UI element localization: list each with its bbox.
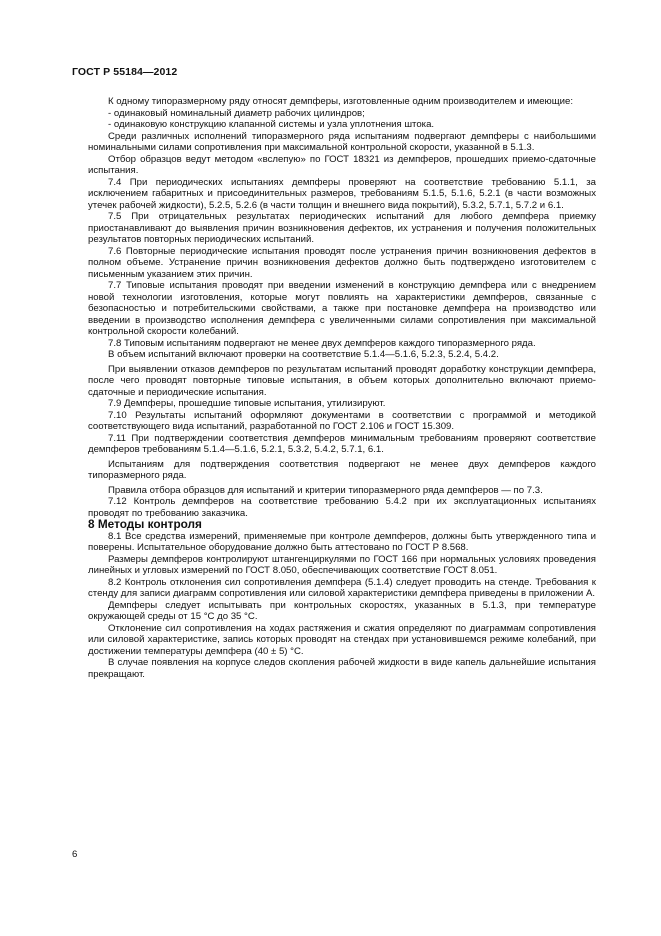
paragraph: Испытаниям для подтверждения соответствия подвергают не менее двух демпферов каждого типоразмерного ряда. xyxy=(88,458,596,481)
clause-7-7: 7.7 Типовые испытания проводят при введении изменений в конструкцию демпфера или с внедрением новой технологии изготовления, которые могут повлиять на характеристики демпферов, связанные с безопасностью и потребительскими свойствами, а также при постановке демпфера на производство или введении в производство исполнения демпфера с увеличенными силами сопротивления при максимальной контрольной скорости колебаний. xyxy=(88,280,596,337)
clause-7-9: 7.9 Демпферы, прошедшие типовые испытания, утилизируют. xyxy=(108,398,386,409)
clause-7-12: 7.12 Контроль демпферов на соответствие требованию 5.4.2 при их эксплуатационных испытаниях проводят по требованию заказчика. xyxy=(88,496,596,519)
list-item: - одинаковую конструкцию клапанной системы и узла уплотнения штока. xyxy=(108,119,435,130)
clause-7-4: 7.4 При периодических испытаниях демпферы проверяют на соответствие требованию 5.1.1, за исключением габаритных и присоединительных размеров, требованиям 5.1.5, 5.1.6, 5.2.1 (в части возможных утечек рабочей жидкости), 5.2.5, 5.2.6 (в части толщин и внешнего вида покрытий), 5.3.2, 5.7.1, 5.7.2 и 6.1. xyxy=(88,176,596,211)
paragraph: Размеры демпферов контролируют штангенциркулями по ГОСТ 166 при нормальных условиях проведения линейных и угловых измерений по ГОСТ 8.050, обеспечивающих соответствие ГОСТ 8.051. xyxy=(88,553,596,576)
paragraph: Демпферы следует испытывать при контрольных скоростях, указанных в 5.1.3, при температуре окружающей среды от 15 °С до 35 °С. xyxy=(88,599,596,622)
paragraph: Отбор образцов ведут методом «вслепую» по ГОСТ 18321 из демпферов, прошедших приемо-сдаточные испытания. xyxy=(88,153,596,176)
paragraph: К одному типоразмерному ряду относят демпферы, изготовленные одним производителем и имеющие: xyxy=(108,96,573,107)
paragraph: В случае появления на корпусе следов скопления рабочей жидкости в виде капель дальнейшие испытания прекращают. xyxy=(88,657,596,680)
document-body xyxy=(88,96,596,680)
paragraph: Правила отбора образцов для испытаний и критерии типоразмерного ряда демпферов — по 7.3. xyxy=(108,484,543,496)
paragraph: Среди различных исполнений типоразмерного ряда испытаниям подвергают демпферы с наибольшими номинальными силами сопротивления при максимальной контрольной скорости, указанной в 5.1.3. xyxy=(88,130,596,153)
clause-7-5: 7.5 При отрицательных результатах периодических испытаний для любого демпфера приемку приостанавливают до выявления причин возникновения дефектов, их устранения и получения положительных результатов повторных периодических испытаний. xyxy=(88,211,596,245)
clause-7-6: 7.6 Повторные периодические испытания проводят после устранения причин возникновения дефектов в полном объеме. Устранение причин возникновения дефектов должно быть подтверждено изготовителем с письменным указанием этих причин. xyxy=(88,245,596,280)
clause-7-10: 7.10 Результаты испытаний оформляют документами в соответствии с программой и методикой соответствующего вида испытаний, разработанной по ГОСТ 2.106 и ГОСТ 15.309. xyxy=(88,409,596,432)
clause-7-8: 7.8 Типовым испытаниям подвергают не менее двух демпферов каждого типоразмерного ряда. xyxy=(108,337,536,349)
page-number: 6 xyxy=(72,849,78,860)
clause-7-11: 7.11 При подтверждении соответствия демпферов минимальным требованиям проверяют соответствие демпферов требованиям 5.1.4—5.1.6, 5.2.1, 5.3.2, 5.4.2, 5.7.1, 6.1. xyxy=(88,432,596,455)
section-8-title: 8 Методы контроля xyxy=(88,517,202,531)
clause-8-2: 8.2 Контроль отклонения сил сопротивления демпфера (5.1.4) следует проводить на стенде. Требования к стенду для записи диаграмм сопротивления или силовой характеристики демпфера приведены в приложении А. xyxy=(88,576,596,599)
paragraph: При выявлении отказов демпферов по результатам испытаний проводят доработку конструкции демпфера, после чего проводят повторные типовые испытания, в объем которых дополнительно включают приемо-сдаточные и периодические испытания. xyxy=(88,363,596,398)
clause-8-1: 8.1 Все средства измерений, применяемые при контроле демпферов, должны быть утвержденного типа и поверены. Испытательное оборудование должно быть аттестовано по ГОСТ Р 8.568. xyxy=(88,530,596,553)
list-item: - одинаковый номинальный диаметр рабочих цилиндров; xyxy=(108,107,365,119)
paragraph: В объем испытаний включают проверки на соответствие 5.1.4—5.1.6, 5.2.3, 5.2.4, 5.4.2. xyxy=(108,349,499,360)
paragraph: Отклонение сил сопротивления на ходах растяжения и сжатия определяют по диаграммам сопротивления или силовой характеристике, запись которых проводят на стендах при установившемся режиме колебаний, при достижении температуры демпфера (40 ± 5) °С. xyxy=(88,622,596,657)
document-header: ГОСТ Р 55184—2012 xyxy=(72,66,178,78)
